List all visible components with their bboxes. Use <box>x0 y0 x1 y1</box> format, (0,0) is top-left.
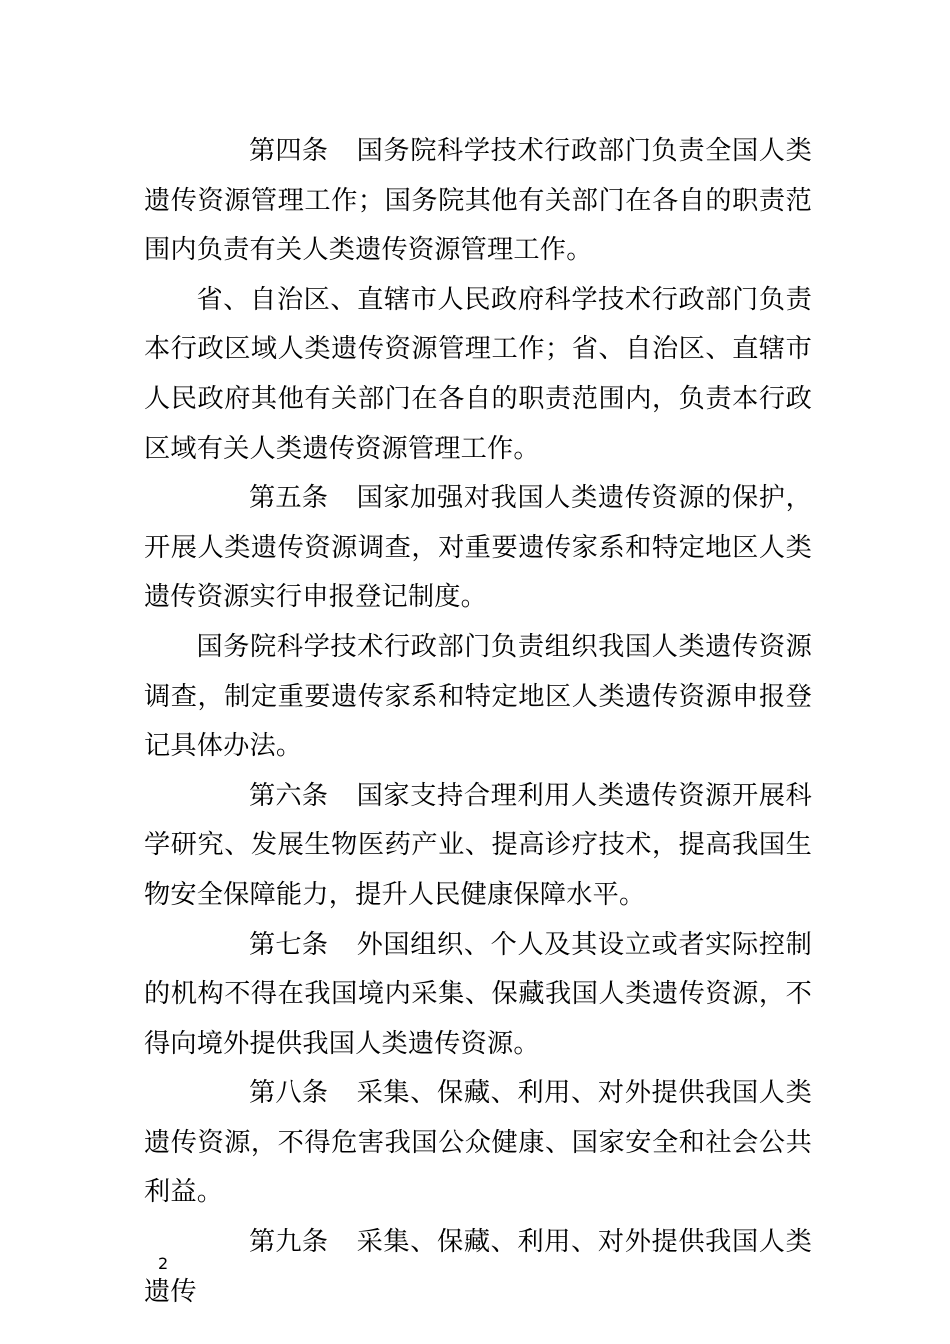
article-number: 第四条 <box>249 136 329 166</box>
paragraph-article-8 <box>144 1069 812 1218</box>
article-number: 第八条 <box>249 1078 329 1109</box>
page-number: 2 <box>158 1254 169 1273</box>
paragraph-text: 外国组织、个人及其设立或者实际控制的机构不得在我国境内采集、保藏我国人类遗传资源，不得向境外提供我国人类遗传资源。 <box>144 929 812 1059</box>
paragraph-article-9 <box>144 1218 812 1317</box>
paragraph-text: 国家加强对我国人类遗传资源的保护，开展人类遗传资源调查，对重要遗传家系和特定地区人类遗传资源实行申报登记制度。 <box>144 483 812 613</box>
article-number: 第五条 <box>249 483 329 514</box>
article-number: 第六条 <box>249 780 329 811</box>
paragraph-article-4 <box>144 127 812 276</box>
paragraph-article-6 <box>144 772 812 921</box>
paragraph-article-4-clause-2 <box>144 276 812 474</box>
paragraph-text: 国务院科学技术行政部门负责全国人类遗传资源管理工作；国务院其他有关部门在各自的职责范围内负责有关人类遗传资源管理工作。 <box>144 136 812 266</box>
paragraph-article-7 <box>144 921 812 1070</box>
paragraph-article-5 <box>144 474 812 623</box>
paragraph-text: 国家支持合理利用人类遗传资源开展科学研究、发展生物医药产业、提高诊疗技术，提高我国生物安全保障能力，提升人民健康保障水平。 <box>144 780 812 910</box>
paragraph-text: 采集、保藏、利用、对外提供我国人类遗传 <box>144 1227 812 1307</box>
document-body <box>144 127 812 1317</box>
paragraph-article-5-clause-2 <box>144 623 812 772</box>
article-number: 第九条 <box>249 1227 329 1258</box>
paragraph-text: 省、自治区、直辖市人民政府科学技术行政部门负责本行政区域人类遗传资源管理工作；省、自治区、直辖市人民政府其他有关部门在各自的职责范围内，负责本行政区域有关人类遗传资源管理工作。 <box>144 284 812 464</box>
paragraph-text: 采集、保藏、利用、对外提供我国人类遗传资源，不得危害我国公众健康、国家安全和社会公共利益。 <box>144 1078 812 1208</box>
article-number: 第七条 <box>249 929 329 960</box>
paragraph-text: 国务院科学技术行政部门负责组织我国人类遗传资源调查，制定重要遗传家系和特定地区人类遗传资源申报登记具体办法。 <box>144 631 812 762</box>
